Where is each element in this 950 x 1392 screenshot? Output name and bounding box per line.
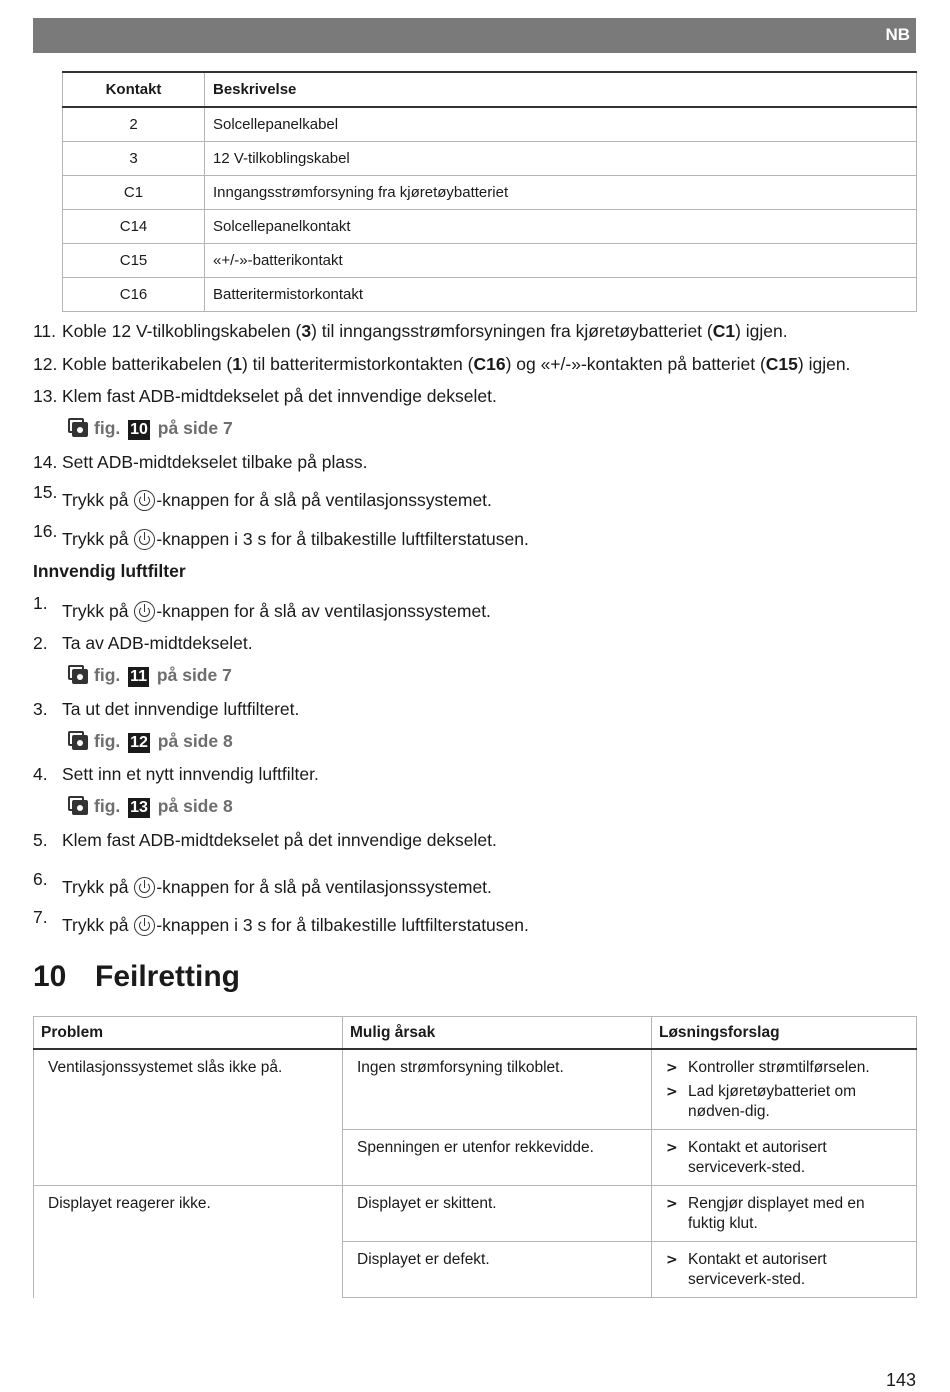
step-ref: 3 xyxy=(301,321,312,341)
step-number: 4. xyxy=(33,764,48,784)
step-text: -knappen for å slå på ventilasjonssystemet. xyxy=(156,877,492,897)
figure-number: 13 xyxy=(130,799,148,816)
table-cell-cause: Displayet er defekt. xyxy=(343,1242,652,1298)
step-text: Trykk på xyxy=(62,915,134,935)
step-text: Ta av ADB-midtdekselet. xyxy=(62,633,253,653)
step-text: Klem fast ADB-midtdekselet på det innvendige dekselet. xyxy=(62,386,497,406)
column-header-beskrivelse: Beskrivelse xyxy=(205,72,917,107)
table-row xyxy=(34,1049,917,1130)
step-13 xyxy=(33,385,497,407)
solution-item: > Rengjør displayet med en fuktig klut. xyxy=(666,1194,902,1234)
table-cell-contact: 2 xyxy=(63,107,205,142)
figure-number: 12 xyxy=(130,734,148,751)
figure-page: på side 7 xyxy=(156,665,232,685)
table-row xyxy=(63,107,917,142)
step-16 xyxy=(33,521,529,550)
table-cell-solution xyxy=(652,1186,917,1242)
table-row xyxy=(63,278,917,312)
table-cell-solution xyxy=(652,1049,917,1130)
table-row xyxy=(63,210,917,244)
table-cell-contact: 3 xyxy=(63,142,205,176)
column-header-cause: Mulig årsak xyxy=(343,1017,652,1050)
chapter-number: 10 xyxy=(33,960,67,993)
table-cell-cause: Spenningen er utenfor rekkevidde. xyxy=(343,1130,652,1186)
step-text: Klem fast ADB-midtdekselet på det innvendige dekselet. xyxy=(62,830,497,850)
figure-number: 10 xyxy=(130,421,148,438)
step-text: ) igjen. xyxy=(735,321,788,341)
step-text: Sett inn et nytt innvendig luftfilter. xyxy=(62,764,319,784)
power-icon xyxy=(134,915,155,936)
figure-label: fig. xyxy=(94,731,121,751)
step-7 xyxy=(33,907,529,936)
step-15 xyxy=(33,482,492,511)
step-text: -knappen i 3 s for å tilbakestille luftfilterstatusen. xyxy=(156,915,529,935)
solution-item: > Kontakt et autorisert serviceverk-sted. xyxy=(666,1138,902,1178)
column-header-kontakt: Kontakt xyxy=(63,72,205,107)
step-number: 7. xyxy=(33,907,48,927)
step-number: 1. xyxy=(33,593,48,613)
figure-reference-12[interactable] xyxy=(68,731,233,753)
step-11 xyxy=(33,320,788,342)
step-text: -knappen for å slå av ventilasjonssystemet. xyxy=(156,601,491,621)
step-14 xyxy=(33,451,367,473)
figure-reference-13[interactable] xyxy=(68,796,233,818)
table-header-row xyxy=(34,1017,917,1050)
step-number: 14. xyxy=(33,452,58,472)
camera-icon xyxy=(68,665,88,684)
step-text: Trykk på xyxy=(62,490,134,510)
figure-page: på side 7 xyxy=(157,418,233,438)
power-icon xyxy=(134,877,155,898)
camera-icon xyxy=(68,796,88,815)
table-cell-description: 12 V-tilkoblingskabel xyxy=(205,142,917,176)
step-6 xyxy=(33,869,492,898)
step-number: 2. xyxy=(33,633,48,653)
table-cell-contact: C15 xyxy=(63,244,205,278)
table-row xyxy=(63,244,917,278)
step-number: 6. xyxy=(33,869,48,889)
step-number: 12. xyxy=(33,354,58,374)
step-text: Koble batterikabelen ( xyxy=(62,354,233,374)
chapter-heading xyxy=(33,960,240,994)
table-cell-contact: C14 xyxy=(63,210,205,244)
step-ref: C1 xyxy=(712,321,736,341)
step-text: -knappen for å slå på ventilasjonssystemet. xyxy=(156,490,492,510)
step-4 xyxy=(33,763,319,785)
table-cell-description: Solcellepanelkabel xyxy=(205,107,917,142)
step-number: 3. xyxy=(33,699,48,719)
table-row xyxy=(63,142,917,176)
step-number: 13. xyxy=(33,386,58,406)
step-5 xyxy=(33,829,497,851)
step-2 xyxy=(33,632,253,654)
step-text: Sett ADB-midtdekselet tilbake på plass. xyxy=(62,452,368,472)
solution-item: > Kontakt et autorisert serviceverk-sted. xyxy=(666,1250,902,1290)
step-ref: C15 xyxy=(765,354,798,374)
table-cell-description: Solcellepanelkontakt xyxy=(205,210,917,244)
section-subheading: Innvendig luftfilter xyxy=(33,561,186,581)
power-icon xyxy=(134,529,155,550)
step-text: ) til inngangsstrømforsyningen fra kjøretøybatteriet ( xyxy=(311,321,713,341)
page-number: 143 xyxy=(885,1370,916,1390)
step-text: Ta ut det innvendige luftfilteret. xyxy=(62,699,300,719)
step-text: ) igjen. xyxy=(797,354,851,374)
solution-item: > Kontroller strømtilførselen. xyxy=(666,1058,902,1078)
step-text: Trykk på xyxy=(62,529,134,549)
figure-page: på side 8 xyxy=(157,796,233,816)
header-bar xyxy=(33,18,916,53)
step-text: ) til batteritermistorkontakten ( xyxy=(241,354,474,374)
figure-label: fig. xyxy=(94,796,121,816)
table-cell-problem: Ventilasjonssystemet slås ikke på. xyxy=(34,1049,343,1186)
figure-label: fig. xyxy=(94,418,121,438)
step-text: -knappen i 3 s for å tilbakestille luftfilterstatusen. xyxy=(156,529,529,549)
step-text: Trykk på xyxy=(62,877,134,897)
table-cell-solution xyxy=(652,1242,917,1298)
step-text: Trykk på xyxy=(62,601,134,621)
camera-icon xyxy=(68,731,88,750)
table-row xyxy=(34,1186,917,1242)
table-cell-contact: C16 xyxy=(63,278,205,312)
step-number: 5. xyxy=(33,830,48,850)
table-header-row xyxy=(63,72,917,107)
language-badge: NB xyxy=(885,25,910,44)
troubleshooting-table xyxy=(33,1016,917,1298)
step-ref: C16 xyxy=(473,354,506,374)
contact-table xyxy=(62,71,917,312)
table-cell-cause: Displayet er skittent. xyxy=(343,1186,652,1242)
figure-reference-11[interactable] xyxy=(68,665,232,687)
power-icon xyxy=(134,490,155,511)
figure-page: på side 8 xyxy=(157,731,233,751)
step-number: 15. xyxy=(33,482,58,502)
table-cell-cause: Ingen strømforsyning tilkoblet. xyxy=(343,1049,652,1130)
solution-item: > Lad kjøretøybatteriet om nødven-dig. xyxy=(666,1082,902,1122)
step-number: 11. xyxy=(33,321,57,341)
table-cell-description: Batteritermistorkontakt xyxy=(205,278,917,312)
table-cell-problem: Displayet reagerer ikke. xyxy=(34,1186,343,1298)
table-cell-solution xyxy=(652,1130,917,1186)
power-icon xyxy=(134,601,155,622)
camera-icon xyxy=(68,418,88,437)
column-header-problem: Problem xyxy=(34,1017,343,1050)
step-1 xyxy=(33,593,491,622)
table-cell-description: «+/-»-batterikontakt xyxy=(205,244,917,278)
chapter-title: Feilretting xyxy=(95,960,241,993)
column-header-solution: Løsningsforslag xyxy=(652,1017,917,1050)
figure-number: 11 xyxy=(130,668,148,685)
table-cell-description: Inngangsstrømforsyning fra kjøretøybatteriet xyxy=(205,176,917,210)
step-12 xyxy=(33,353,850,375)
step-ref: 1 xyxy=(232,354,242,374)
step-text: ) og «+/-»-kontakten på batteriet ( xyxy=(505,354,766,374)
step-text: Koble 12 V-tilkoblingskabelen ( xyxy=(62,321,302,341)
table-cell-contact: C1 xyxy=(63,176,205,210)
step-3 xyxy=(33,698,299,720)
table-row xyxy=(63,176,917,210)
figure-reference-10[interactable] xyxy=(68,418,233,440)
step-number: 16. xyxy=(33,521,58,541)
figure-label: fig. xyxy=(94,665,121,685)
